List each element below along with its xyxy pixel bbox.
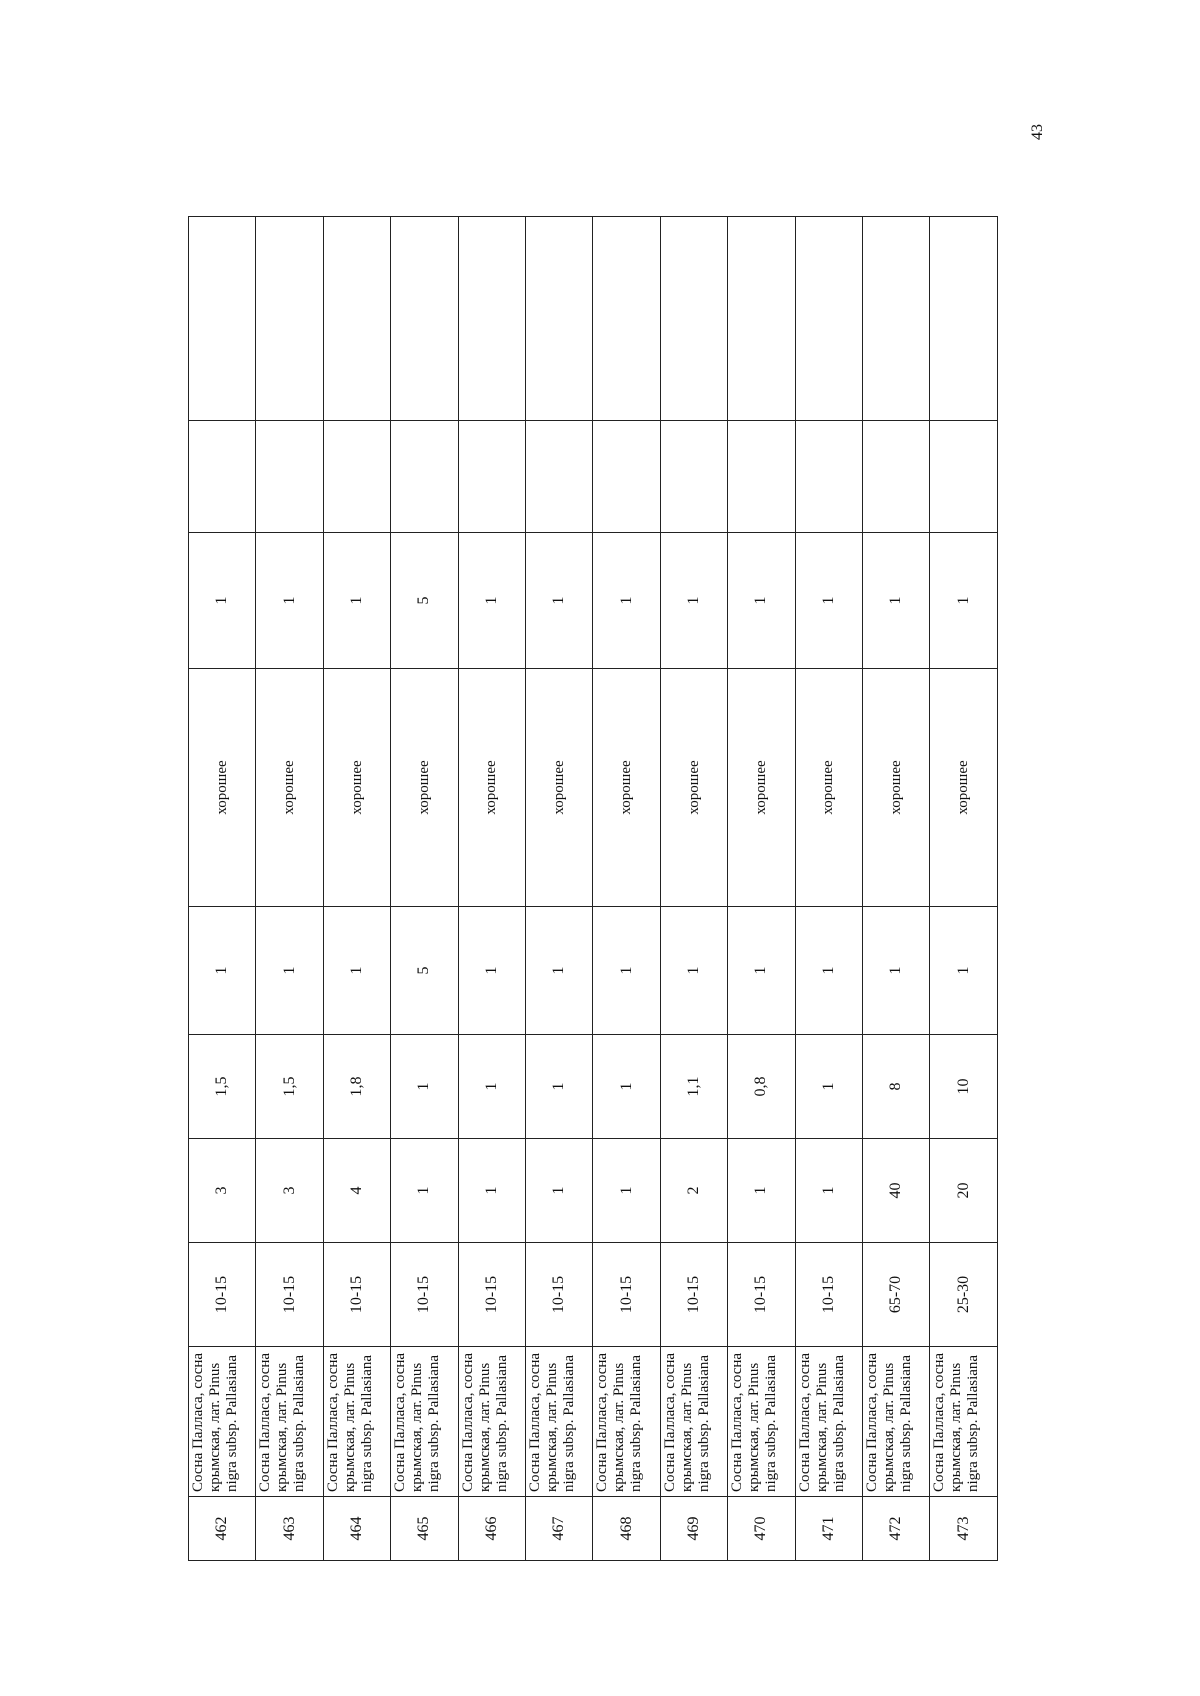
empty-cell bbox=[189, 421, 256, 533]
table-row bbox=[593, 217, 660, 1561]
diameter-cell: 1 bbox=[593, 1035, 660, 1139]
count-cell: 1 bbox=[256, 907, 323, 1035]
table-row bbox=[391, 217, 458, 1561]
species-cell: Сосна Палласа, сосна крымская, лат. Pinus nigra subsp. Pallasiana bbox=[458, 1347, 525, 1497]
empty-cell bbox=[391, 421, 458, 533]
diameter-cell: 1 bbox=[795, 1035, 862, 1139]
quantity-cell: 1 bbox=[593, 533, 660, 669]
condition-cell: хорошее bbox=[728, 669, 795, 907]
species-cell: Сосна Палласа, сосна крымская, лат. Pinus nigra subsp. Pallasiana bbox=[930, 1347, 998, 1497]
diameter-cell: 8 bbox=[863, 1035, 930, 1139]
table-body bbox=[189, 217, 998, 1561]
quantity-cell: 1 bbox=[189, 533, 256, 669]
diameter-cell: 1,5 bbox=[256, 1035, 323, 1139]
height-cell: 1 bbox=[728, 1139, 795, 1243]
table-row bbox=[863, 217, 930, 1561]
empty-cell bbox=[728, 421, 795, 533]
empty-cell bbox=[458, 421, 525, 533]
row-number-cell: 465 bbox=[391, 1497, 458, 1561]
diameter-cell: 1 bbox=[391, 1035, 458, 1139]
tree-inventory-table bbox=[188, 216, 998, 1561]
empty-cell bbox=[795, 217, 862, 421]
condition-cell: хорошее bbox=[323, 669, 390, 907]
count-cell: 1 bbox=[323, 907, 390, 1035]
species-cell: Сосна Палласа, сосна крымская, лат. Pinus nigra subsp. Pallasiana bbox=[391, 1347, 458, 1497]
condition-cell: хорошее bbox=[863, 669, 930, 907]
quantity-cell: 1 bbox=[728, 533, 795, 669]
quantity-cell: 1 bbox=[863, 533, 930, 669]
condition-cell: хорошее bbox=[795, 669, 862, 907]
condition-cell: хорошее bbox=[593, 669, 660, 907]
diameter-cell: 1 bbox=[526, 1035, 593, 1139]
table-row bbox=[323, 217, 390, 1561]
age-cell: 10-15 bbox=[660, 1243, 727, 1347]
count-cell: 1 bbox=[660, 907, 727, 1035]
age-cell: 10-15 bbox=[458, 1243, 525, 1347]
empty-cell bbox=[728, 217, 795, 421]
condition-cell: хорошее bbox=[660, 669, 727, 907]
table-row bbox=[728, 217, 795, 1561]
row-number-cell: 470 bbox=[728, 1497, 795, 1561]
species-cell: Сосна Палласа, сосна крымская, лат. Pinus nigra subsp. Pallasiana bbox=[863, 1347, 930, 1497]
diameter-cell: 10 bbox=[930, 1035, 998, 1139]
height-cell: 20 bbox=[930, 1139, 998, 1243]
condition-cell: хорошее bbox=[458, 669, 525, 907]
table-row bbox=[189, 217, 256, 1561]
row-number-cell: 472 bbox=[863, 1497, 930, 1561]
empty-cell bbox=[323, 421, 390, 533]
empty-cell bbox=[593, 421, 660, 533]
diameter-cell: 0,8 bbox=[728, 1035, 795, 1139]
empty-cell bbox=[930, 217, 998, 421]
quantity-cell: 1 bbox=[930, 533, 998, 669]
quantity-cell: 1 bbox=[660, 533, 727, 669]
height-cell: 1 bbox=[795, 1139, 862, 1243]
empty-cell bbox=[526, 217, 593, 421]
height-cell: 1 bbox=[593, 1139, 660, 1243]
age-cell: 10-15 bbox=[391, 1243, 458, 1347]
diameter-cell: 1,5 bbox=[189, 1035, 256, 1139]
row-number-cell: 462 bbox=[189, 1497, 256, 1561]
quantity-cell: 1 bbox=[256, 533, 323, 669]
row-number-cell: 464 bbox=[323, 1497, 390, 1561]
empty-cell bbox=[323, 217, 390, 421]
quantity-cell: 1 bbox=[323, 533, 390, 669]
count-cell: 1 bbox=[189, 907, 256, 1035]
count-cell: 1 bbox=[458, 907, 525, 1035]
empty-cell bbox=[660, 217, 727, 421]
empty-cell bbox=[660, 421, 727, 533]
height-cell: 1 bbox=[458, 1139, 525, 1243]
table-row bbox=[660, 217, 727, 1561]
empty-cell bbox=[256, 421, 323, 533]
count-cell: 1 bbox=[728, 907, 795, 1035]
empty-cell bbox=[256, 217, 323, 421]
row-number-cell: 467 bbox=[526, 1497, 593, 1561]
empty-cell bbox=[930, 421, 998, 533]
height-cell: 2 bbox=[660, 1139, 727, 1243]
count-cell: 1 bbox=[593, 907, 660, 1035]
quantity-cell: 1 bbox=[458, 533, 525, 669]
table-row bbox=[930, 217, 998, 1561]
species-cell: Сосна Палласа, сосна крымская, лат. Pinus nigra subsp. Pallasiana bbox=[526, 1347, 593, 1497]
condition-cell: хорошее bbox=[256, 669, 323, 907]
row-number-cell: 469 bbox=[660, 1497, 727, 1561]
rotated-table-wrapper bbox=[188, 217, 998, 1561]
table-row bbox=[458, 217, 525, 1561]
height-cell: 4 bbox=[323, 1139, 390, 1243]
species-cell: Сосна Палласа, сосна крымская, лат. Pinus nigra subsp. Pallasiana bbox=[256, 1347, 323, 1497]
row-number-cell: 466 bbox=[458, 1497, 525, 1561]
age-cell: 10-15 bbox=[593, 1243, 660, 1347]
height-cell: 3 bbox=[256, 1139, 323, 1243]
empty-cell bbox=[863, 421, 930, 533]
row-number-cell: 473 bbox=[930, 1497, 998, 1561]
count-cell: 1 bbox=[795, 907, 862, 1035]
height-cell: 3 bbox=[189, 1139, 256, 1243]
quantity-cell: 1 bbox=[526, 533, 593, 669]
height-cell: 40 bbox=[863, 1139, 930, 1243]
empty-cell bbox=[593, 217, 660, 421]
empty-cell bbox=[863, 217, 930, 421]
count-cell: 5 bbox=[391, 907, 458, 1035]
condition-cell: хорошее bbox=[189, 669, 256, 907]
height-cell: 1 bbox=[391, 1139, 458, 1243]
age-cell: 65-70 bbox=[863, 1243, 930, 1347]
table-row bbox=[256, 217, 323, 1561]
species-cell: Сосна Палласа, сосна крымская, лат. Pinus nigra subsp. Pallasiana bbox=[795, 1347, 862, 1497]
empty-cell bbox=[458, 217, 525, 421]
empty-cell bbox=[189, 217, 256, 421]
diameter-cell: 1,1 bbox=[660, 1035, 727, 1139]
table-row bbox=[526, 217, 593, 1561]
height-cell: 1 bbox=[526, 1139, 593, 1243]
row-number-cell: 471 bbox=[795, 1497, 862, 1561]
age-cell: 10-15 bbox=[256, 1243, 323, 1347]
diameter-cell: 1,8 bbox=[323, 1035, 390, 1139]
age-cell: 10-15 bbox=[728, 1243, 795, 1347]
age-cell: 10-15 bbox=[526, 1243, 593, 1347]
species-cell: Сосна Палласа, сосна крымская, лат. Pinus nigra subsp. Pallasiana bbox=[189, 1347, 256, 1497]
species-cell: Сосна Палласа, сосна крымская, лат. Pinus nigra subsp. Pallasiana bbox=[660, 1347, 727, 1497]
count-cell: 1 bbox=[863, 907, 930, 1035]
table-row bbox=[795, 217, 862, 1561]
age-cell: 25-30 bbox=[930, 1243, 998, 1347]
row-number-cell: 468 bbox=[593, 1497, 660, 1561]
condition-cell: хорошее bbox=[930, 669, 998, 907]
count-cell: 1 bbox=[526, 907, 593, 1035]
empty-cell bbox=[391, 217, 458, 421]
species-cell: Сосна Палласа, сосна крымская, лат. Pinus nigra subsp. Pallasiana bbox=[323, 1347, 390, 1497]
page-number: 43 bbox=[1029, 124, 1046, 140]
age-cell: 10-15 bbox=[795, 1243, 862, 1347]
quantity-cell: 1 bbox=[795, 533, 862, 669]
species-cell: Сосна Палласа, сосна крымская, лат. Pinus nigra subsp. Pallasiana bbox=[728, 1347, 795, 1497]
age-cell: 10-15 bbox=[323, 1243, 390, 1347]
quantity-cell: 5 bbox=[391, 533, 458, 669]
age-cell: 10-15 bbox=[189, 1243, 256, 1347]
count-cell: 1 bbox=[930, 907, 998, 1035]
condition-cell: хорошее bbox=[526, 669, 593, 907]
diameter-cell: 1 bbox=[458, 1035, 525, 1139]
empty-cell bbox=[795, 421, 862, 533]
empty-cell bbox=[526, 421, 593, 533]
row-number-cell: 463 bbox=[256, 1497, 323, 1561]
species-cell: Сосна Палласа, сосна крымская, лат. Pinus nigra subsp. Pallasiana bbox=[593, 1347, 660, 1497]
condition-cell: хорошее bbox=[391, 669, 458, 907]
